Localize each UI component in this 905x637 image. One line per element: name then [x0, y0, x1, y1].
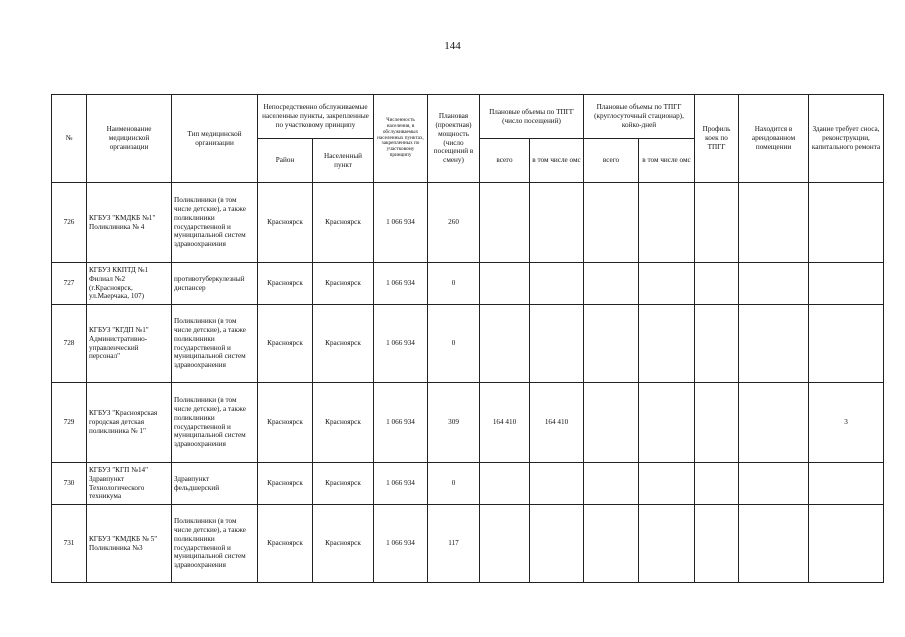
cell-capacity: 309	[428, 383, 480, 463]
cell-locality: Красноярск	[313, 183, 374, 263]
cell-visits-oms	[530, 263, 584, 305]
cell-rented	[739, 505, 809, 583]
cell-visits-total	[480, 505, 530, 583]
header-locality: Населенный пункт	[313, 139, 374, 183]
cell-profile	[695, 383, 739, 463]
cell-beddays-oms	[639, 263, 695, 305]
header-visits-oms: в том числе омс	[530, 139, 584, 183]
cell-name: КГБУЗ "КМДКБ № 5" Поликлиника №3	[87, 505, 172, 583]
cell-type: Здравпункт фельдшерский	[172, 463, 258, 505]
cell-rented	[739, 263, 809, 305]
cell-district: Красноярск	[258, 463, 313, 505]
cell-visits-oms	[530, 505, 584, 583]
page-number: 144	[444, 40, 461, 52]
header-row-1	[52, 95, 884, 139]
cell-num: 726	[52, 183, 87, 263]
cell-num: 730	[52, 463, 87, 505]
cell-beddays-total	[584, 263, 639, 305]
cell-beddays-total	[584, 305, 639, 383]
table-row	[52, 383, 884, 463]
cell-capacity: 260	[428, 183, 480, 263]
cell-capacity: 0	[428, 463, 480, 505]
cell-visits-total	[480, 183, 530, 263]
cell-rented	[739, 383, 809, 463]
cell-population: 1 066 934	[374, 305, 428, 383]
cell-type: Поликлиники (в том числе детские), а также поликлиники государственной и муниципальной систем здравоохранения	[172, 383, 258, 463]
cell-name: КГБУЗ "Красноярская городская детская поликлиника № 1"	[87, 383, 172, 463]
cell-district: Красноярск	[258, 383, 313, 463]
cell-type: Поликлиники (в том числе детские), а также поликлиники государственной и муниципальной систем здравоохранения	[172, 305, 258, 383]
cell-type: Поликлиники (в том числе детские), а также поликлиники государственной и муниципальной систем здравоохранения	[172, 183, 258, 263]
cell-district: Красноярск	[258, 183, 313, 263]
cell-visits-total	[480, 263, 530, 305]
cell-beddays-total	[584, 505, 639, 583]
cell-visits-total	[480, 463, 530, 505]
cell-name: КГБУЗ "КГП №14" Здравпункт Технологического техникума	[87, 463, 172, 505]
cell-repair	[809, 305, 884, 383]
cell-num: 729	[52, 383, 87, 463]
cell-beddays-oms	[639, 305, 695, 383]
header-capacity: Плановая (проектная) мощность (число посещений в смену)	[428, 95, 480, 183]
cell-visits-total: 164 410	[480, 383, 530, 463]
cell-num: 728	[52, 305, 87, 383]
cell-beddays-total	[584, 383, 639, 463]
cell-type: противотуберкулезный диспансер	[172, 263, 258, 305]
cell-population: 1 066 934	[374, 263, 428, 305]
cell-district: Красноярск	[258, 505, 313, 583]
header-direct-group: Непосредственно обслуживаемые населенные пункты, закрепленные по участковому принципу	[258, 95, 374, 139]
header-name: Наименование медицинской организации	[87, 95, 172, 183]
cell-locality: Красноярск	[313, 263, 374, 305]
table-row	[52, 505, 884, 583]
organizations-table	[51, 94, 884, 583]
cell-type: Поликлиники (в том числе детские), а также поликлиники государственной и муниципальной систем здравоохранения	[172, 505, 258, 583]
cell-name: КГБУЗ "КГДП №1" Административно-управленческий персонал"	[87, 305, 172, 383]
cell-name: КГБУЗ ККПТД №1 Филиал №2 (г.Красноярск, ул.Маерчака, 107)	[87, 263, 172, 305]
cell-rented	[739, 305, 809, 383]
header-beddays-oms: в том числе омс	[639, 139, 695, 183]
cell-repair	[809, 505, 884, 583]
header-visits-total: всего	[480, 139, 530, 183]
cell-visits-oms: 164 410	[530, 383, 584, 463]
cell-visits-total	[480, 305, 530, 383]
cell-profile	[695, 305, 739, 383]
cell-population: 1 066 934	[374, 383, 428, 463]
cell-profile	[695, 463, 739, 505]
cell-repair: 3	[809, 383, 884, 463]
cell-locality: Красноярск	[313, 463, 374, 505]
cell-profile	[695, 505, 739, 583]
header-visits-group: Плановые объемы по ТПГГ (число посещений)	[480, 95, 584, 139]
cell-capacity: 0	[428, 305, 480, 383]
cell-repair	[809, 183, 884, 263]
table-row	[52, 463, 884, 505]
cell-beddays-oms	[639, 463, 695, 505]
cell-locality: Красноярск	[313, 383, 374, 463]
cell-visits-oms	[530, 183, 584, 263]
header-repair: Здание требует сноса, реконструкции, капитального ремонта	[809, 95, 884, 183]
cell-district: Красноярск	[258, 305, 313, 383]
cell-population: 1 066 934	[374, 505, 428, 583]
header-profile: Профиль коек по ТПГГ	[695, 95, 739, 183]
cell-beddays-oms	[639, 505, 695, 583]
table-row	[52, 305, 884, 383]
cell-locality: Красноярск	[313, 505, 374, 583]
cell-visits-oms	[530, 463, 584, 505]
cell-rented	[739, 463, 809, 505]
cell-beddays-total	[584, 183, 639, 263]
cell-num: 731	[52, 505, 87, 583]
cell-locality: Красноярск	[313, 305, 374, 383]
cell-capacity: 0	[428, 263, 480, 305]
cell-capacity: 117	[428, 505, 480, 583]
cell-name: КГБУЗ "КМДКБ №1" Поликлиника № 4	[87, 183, 172, 263]
header-district: Район	[258, 139, 313, 183]
cell-beddays-total	[584, 463, 639, 505]
header-num: №	[52, 95, 87, 183]
header-population: Численность населения, в обслуживаемых населенных пунктах, закрепленных по участковому принципу	[374, 95, 428, 183]
header-type: Тип медицинской организации	[172, 95, 258, 183]
table-row	[52, 183, 884, 263]
cell-repair	[809, 463, 884, 505]
header-beddays-group: Плановые объемы по ТПГГ (круглосуточный стационар), койко-дней	[584, 95, 695, 139]
table-row	[52, 263, 884, 305]
cell-num: 727	[52, 263, 87, 305]
cell-population: 1 066 934	[374, 463, 428, 505]
header-beddays-total: всего	[584, 139, 639, 183]
cell-rented	[739, 183, 809, 263]
cell-population: 1 066 934	[374, 183, 428, 263]
cell-repair	[809, 263, 884, 305]
cell-beddays-oms	[639, 383, 695, 463]
cell-district: Красноярск	[258, 263, 313, 305]
header-rented: Находится в арендованном помещении	[739, 95, 809, 183]
cell-profile	[695, 183, 739, 263]
cell-beddays-oms	[639, 183, 695, 263]
cell-visits-oms	[530, 305, 584, 383]
cell-profile	[695, 263, 739, 305]
